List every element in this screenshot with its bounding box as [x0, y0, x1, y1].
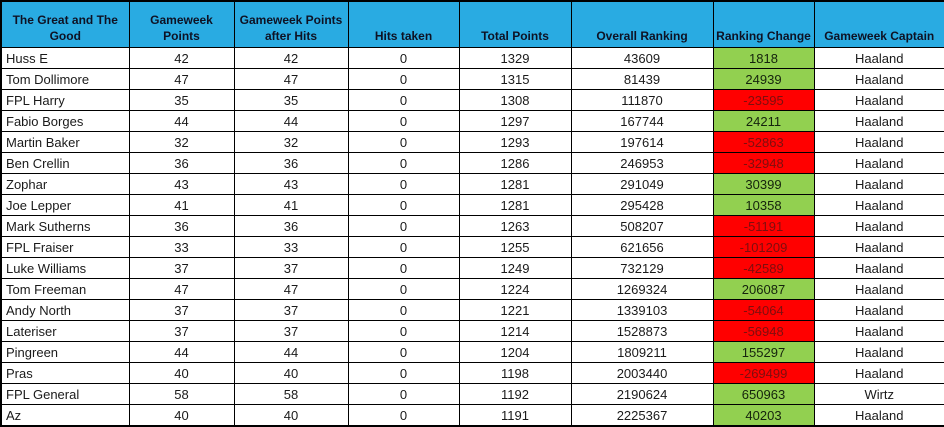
- cell-overall-ranking: 2003440: [571, 363, 713, 384]
- cell-total-points: 1198: [459, 363, 571, 384]
- column-header-total-points: Total Points: [459, 1, 571, 48]
- cell-total-points: 1286: [459, 153, 571, 174]
- cell-gameweek-points-after-hits: 37: [234, 258, 348, 279]
- cell-manager-name: Pras: [1, 363, 129, 384]
- cell-overall-ranking: 197614: [571, 132, 713, 153]
- cell-hits-taken: 0: [348, 279, 459, 300]
- cell-hits-taken: 0: [348, 111, 459, 132]
- cell-gameweek-captain: Haaland: [814, 195, 944, 216]
- cell-hits-taken: 0: [348, 258, 459, 279]
- cell-ranking-change: -56948: [713, 321, 814, 342]
- cell-total-points: 1297: [459, 111, 571, 132]
- table-row: [1, 258, 944, 279]
- cell-ranking-change: -32948: [713, 153, 814, 174]
- table-row: [1, 153, 944, 174]
- cell-overall-ranking: 295428: [571, 195, 713, 216]
- cell-overall-ranking: 1528873: [571, 321, 713, 342]
- cell-ranking-change: -52863: [713, 132, 814, 153]
- cell-hits-taken: 0: [348, 174, 459, 195]
- table-row: [1, 279, 944, 300]
- cell-gameweek-points: 36: [129, 216, 234, 237]
- cell-ranking-change: 24939: [713, 69, 814, 90]
- cell-gameweek-captain: Wirtz: [814, 384, 944, 405]
- cell-gameweek-points: 37: [129, 300, 234, 321]
- cell-hits-taken: 0: [348, 384, 459, 405]
- cell-gameweek-points-after-hits: 36: [234, 153, 348, 174]
- cell-ranking-change: -269499: [713, 363, 814, 384]
- cell-gameweek-points: 32: [129, 132, 234, 153]
- cell-ranking-change: 24211: [713, 111, 814, 132]
- table-row: [1, 48, 944, 69]
- cell-gameweek-points-after-hits: 43: [234, 174, 348, 195]
- cell-gameweek-captain: Haaland: [814, 48, 944, 69]
- table-row: [1, 405, 944, 427]
- cell-gameweek-points-after-hits: 36: [234, 216, 348, 237]
- cell-gameweek-points-after-hits: 47: [234, 279, 348, 300]
- cell-total-points: 1293: [459, 132, 571, 153]
- cell-manager-name: Az: [1, 405, 129, 427]
- cell-manager-name: Andy North: [1, 300, 129, 321]
- cell-total-points: 1329: [459, 48, 571, 69]
- column-header-hits-taken: Hits taken: [348, 1, 459, 48]
- cell-total-points: 1263: [459, 216, 571, 237]
- cell-hits-taken: 0: [348, 153, 459, 174]
- cell-gameweek-points: 44: [129, 342, 234, 363]
- cell-gameweek-points-after-hits: 33: [234, 237, 348, 258]
- table-row: [1, 69, 944, 90]
- cell-overall-ranking: 291049: [571, 174, 713, 195]
- cell-total-points: 1214: [459, 321, 571, 342]
- table-row: [1, 216, 944, 237]
- cell-gameweek-points-after-hits: 37: [234, 300, 348, 321]
- cell-manager-name: Pingreen: [1, 342, 129, 363]
- table-row: [1, 111, 944, 132]
- cell-gameweek-points-after-hits: 42: [234, 48, 348, 69]
- table-row: [1, 132, 944, 153]
- cell-overall-ranking: 508207: [571, 216, 713, 237]
- cell-total-points: 1224: [459, 279, 571, 300]
- cell-hits-taken: 0: [348, 321, 459, 342]
- cell-hits-taken: 0: [348, 363, 459, 384]
- cell-gameweek-points: 42: [129, 48, 234, 69]
- column-header-overall-ranking: Overall Ranking: [571, 1, 713, 48]
- cell-gameweek-captain: Haaland: [814, 321, 944, 342]
- cell-gameweek-points-after-hits: 44: [234, 111, 348, 132]
- cell-gameweek-points: 37: [129, 258, 234, 279]
- cell-gameweek-captain: Haaland: [814, 363, 944, 384]
- table-row: [1, 384, 944, 405]
- cell-gameweek-captain: Haaland: [814, 237, 944, 258]
- cell-overall-ranking: 732129: [571, 258, 713, 279]
- cell-hits-taken: 0: [348, 300, 459, 321]
- cell-gameweek-captain: Haaland: [814, 258, 944, 279]
- cell-gameweek-captain: Haaland: [814, 153, 944, 174]
- cell-gameweek-points: 44: [129, 111, 234, 132]
- cell-manager-name: Tom Dollimore: [1, 69, 129, 90]
- cell-gameweek-points: 58: [129, 384, 234, 405]
- cell-total-points: 1221: [459, 300, 571, 321]
- cell-gameweek-points: 37: [129, 321, 234, 342]
- cell-total-points: 1308: [459, 90, 571, 111]
- cell-manager-name: FPL Fraiser: [1, 237, 129, 258]
- cell-gameweek-points: 47: [129, 279, 234, 300]
- cell-gameweek-captain: Haaland: [814, 90, 944, 111]
- cell-ranking-change: 40203: [713, 405, 814, 427]
- cell-gameweek-points-after-hits: 44: [234, 342, 348, 363]
- cell-ranking-change: -54064: [713, 300, 814, 321]
- cell-overall-ranking: 2190624: [571, 384, 713, 405]
- cell-total-points: 1315: [459, 69, 571, 90]
- cell-gameweek-captain: Haaland: [814, 69, 944, 90]
- cell-manager-name: Fabio Borges: [1, 111, 129, 132]
- cell-ranking-change: 30399: [713, 174, 814, 195]
- cell-total-points: 1204: [459, 342, 571, 363]
- table-row: [1, 342, 944, 363]
- cell-manager-name: Mark Sutherns: [1, 216, 129, 237]
- cell-gameweek-points: 33: [129, 237, 234, 258]
- cell-hits-taken: 0: [348, 405, 459, 427]
- cell-gameweek-points: 43: [129, 174, 234, 195]
- cell-overall-ranking: 1269324: [571, 279, 713, 300]
- cell-manager-name: Lateriser: [1, 321, 129, 342]
- table-row: [1, 174, 944, 195]
- cell-total-points: 1191: [459, 405, 571, 427]
- cell-manager-name: Tom Freeman: [1, 279, 129, 300]
- table-row: [1, 237, 944, 258]
- cell-overall-ranking: 81439: [571, 69, 713, 90]
- cell-overall-ranking: 111870: [571, 90, 713, 111]
- cell-gameweek-points: 47: [129, 69, 234, 90]
- cell-gameweek-captain: Haaland: [814, 405, 944, 427]
- cell-gameweek-captain: Haaland: [814, 132, 944, 153]
- cell-manager-name: Ben Crellin: [1, 153, 129, 174]
- cell-gameweek-captain: Haaland: [814, 300, 944, 321]
- cell-total-points: 1249: [459, 258, 571, 279]
- cell-hits-taken: 0: [348, 132, 459, 153]
- column-header-gameweek-points-after-hits: Gameweek Points after Hits: [234, 1, 348, 48]
- cell-gameweek-points-after-hits: 37: [234, 321, 348, 342]
- cell-total-points: 1281: [459, 195, 571, 216]
- cell-gameweek-points-after-hits: 32: [234, 132, 348, 153]
- cell-ranking-change: -23595: [713, 90, 814, 111]
- cell-gameweek-points-after-hits: 47: [234, 69, 348, 90]
- cell-overall-ranking: 1339103: [571, 300, 713, 321]
- cell-hits-taken: 0: [348, 195, 459, 216]
- cell-gameweek-points-after-hits: 40: [234, 363, 348, 384]
- table-row: [1, 363, 944, 384]
- cell-overall-ranking: 621656: [571, 237, 713, 258]
- cell-overall-ranking: 1809211: [571, 342, 713, 363]
- cell-gameweek-captain: Haaland: [814, 174, 944, 195]
- column-header-gameweek-captain: Gameweek Captain: [814, 1, 944, 48]
- cell-gameweek-captain: Haaland: [814, 111, 944, 132]
- column-header-manager-name: The Great and The Good: [1, 1, 129, 48]
- table-row: [1, 195, 944, 216]
- table-body: [1, 48, 944, 427]
- header-row: [1, 1, 944, 48]
- cell-ranking-change: 10358: [713, 195, 814, 216]
- cell-hits-taken: 0: [348, 342, 459, 363]
- cell-gameweek-captain: Haaland: [814, 216, 944, 237]
- cell-manager-name: FPL Harry: [1, 90, 129, 111]
- table-row: [1, 300, 944, 321]
- cell-overall-ranking: 43609: [571, 48, 713, 69]
- cell-manager-name: Zophar: [1, 174, 129, 195]
- cell-hits-taken: 0: [348, 237, 459, 258]
- cell-gameweek-captain: Haaland: [814, 279, 944, 300]
- cell-gameweek-points-after-hits: 41: [234, 195, 348, 216]
- cell-ranking-change: -42589: [713, 258, 814, 279]
- cell-manager-name: Joe Lepper: [1, 195, 129, 216]
- cell-ranking-change: 155297: [713, 342, 814, 363]
- cell-manager-name: FPL General: [1, 384, 129, 405]
- column-header-gameweek-points: Gameweek Points: [129, 1, 234, 48]
- cell-total-points: 1255: [459, 237, 571, 258]
- cell-hits-taken: 0: [348, 90, 459, 111]
- table-row: [1, 90, 944, 111]
- cell-ranking-change: 650963: [713, 384, 814, 405]
- cell-ranking-change: -51191: [713, 216, 814, 237]
- cell-hits-taken: 0: [348, 216, 459, 237]
- cell-gameweek-points: 40: [129, 363, 234, 384]
- cell-ranking-change: 1818: [713, 48, 814, 69]
- cell-hits-taken: 0: [348, 48, 459, 69]
- cell-ranking-change: -101209: [713, 237, 814, 258]
- cell-gameweek-points-after-hits: 58: [234, 384, 348, 405]
- cell-total-points: 1281: [459, 174, 571, 195]
- cell-gameweek-points: 41: [129, 195, 234, 216]
- cell-gameweek-points: 40: [129, 405, 234, 427]
- cell-manager-name: Luke Williams: [1, 258, 129, 279]
- cell-overall-ranking: 246953: [571, 153, 713, 174]
- cell-overall-ranking: 167744: [571, 111, 713, 132]
- cell-gameweek-points-after-hits: 35: [234, 90, 348, 111]
- column-header-ranking-change: Ranking Change: [713, 1, 814, 48]
- cell-gameweek-points: 35: [129, 90, 234, 111]
- cell-hits-taken: 0: [348, 69, 459, 90]
- cell-gameweek-points-after-hits: 40: [234, 405, 348, 427]
- cell-gameweek-points: 36: [129, 153, 234, 174]
- cell-ranking-change: 206087: [713, 279, 814, 300]
- cell-manager-name: Huss E: [1, 48, 129, 69]
- cell-overall-ranking: 2225367: [571, 405, 713, 427]
- cell-manager-name: Martin Baker: [1, 132, 129, 153]
- table-row: [1, 321, 944, 342]
- cell-total-points: 1192: [459, 384, 571, 405]
- table-header: [1, 1, 944, 48]
- cell-gameweek-captain: Haaland: [814, 342, 944, 363]
